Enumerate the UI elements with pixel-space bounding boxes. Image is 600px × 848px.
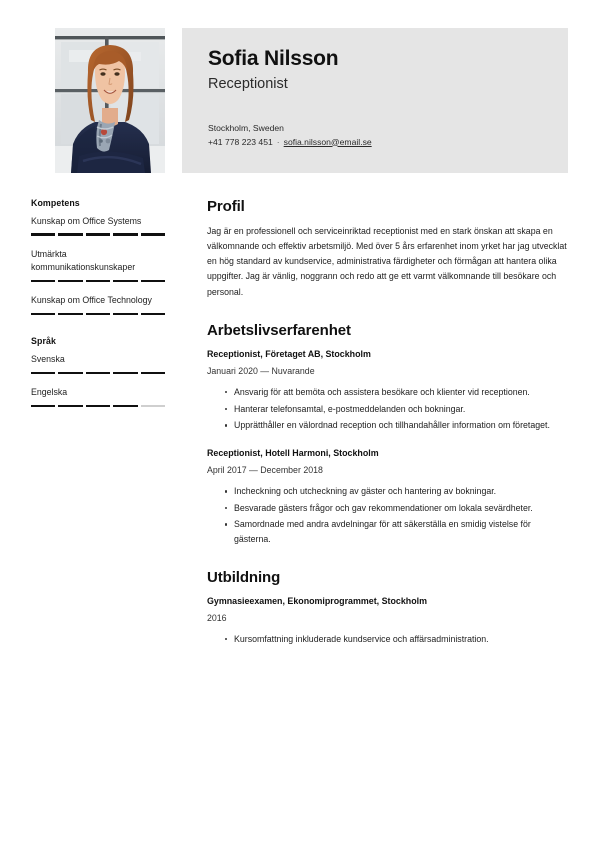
rating-segment (58, 405, 82, 408)
contact-location: Stockholm, Sweden (208, 122, 284, 133)
rating-segment (58, 313, 82, 316)
profile-text: Jag är en professionell och serviceinriktad receptionist med en stark önskan att skapa en välkomnande och effektiv arbetsmiljö. Med över 5 års erfarenhet inom yrket har jag utvecklat en hög standard av kundservice, administrativa färdigheter och förmågan att hantera olika uppgifter. Jag är vänlig, noggrann och redo att ge ett varmt välkomnande till besökare och personal. (207, 226, 567, 297)
header-band (182, 28, 568, 173)
rating-segment (141, 405, 165, 408)
sidebar-heading-languages: Språk (31, 336, 56, 347)
education-section (207, 569, 569, 647)
education-bullet-list (207, 632, 569, 647)
experience-job-title: Receptionist, Företaget AB, Stockholm (207, 348, 371, 359)
skill-item (31, 215, 165, 236)
skill-rating-bar (31, 280, 165, 283)
list-item: Incheckning och utcheckning av gäster och hantering av bokningar. (225, 484, 569, 499)
education-entry (207, 595, 569, 647)
contact-separator: · (276, 136, 280, 147)
rating-segment (31, 233, 55, 236)
language-label: Engelska (31, 387, 68, 398)
rating-segment (113, 313, 137, 316)
contact-email-link[interactable]: sofia.nilsson@email.se (283, 136, 372, 147)
rating-segment (113, 280, 137, 283)
skill-label: Utmärkta kommunikationskunskaper (31, 248, 136, 273)
experience-job-dates: April 2017 — December 2018 (207, 465, 323, 476)
rating-segment (141, 280, 165, 283)
list-item: Besvarade gästers frågor och gav rekommendationer om lokala sevärdheter. (225, 501, 569, 516)
list-item: Ansvarig för att bemöta och assistera besökare och klienter vid receptionen. (225, 385, 569, 400)
rating-segment (86, 405, 110, 408)
rating-segment (58, 280, 82, 283)
portrait-photo (55, 28, 165, 173)
language-item (31, 386, 165, 407)
rating-segment (141, 372, 165, 375)
rating-segment (113, 405, 137, 408)
experience-job-dates: Januari 2020 — Nuvarande (207, 365, 315, 376)
experience-job-title: Receptionist, Hotell Harmoni, Stockholm (207, 447, 379, 458)
rating-segment (58, 233, 82, 236)
skill-rating-bar (31, 313, 165, 316)
rating-segment (86, 313, 110, 316)
skill-item (31, 294, 165, 315)
rating-segment (86, 233, 110, 236)
language-rating-bar (31, 372, 165, 375)
skill-label: Kunskap om Office Systems (31, 216, 142, 226)
sidebar-heading-skills: Kompetens (31, 198, 80, 208)
skill-label: Kunskap om Office Technology (31, 295, 152, 306)
contact-info (208, 122, 552, 150)
list-item: Upprätthåller en välordnad reception och tillhandahåller information om företaget. (225, 418, 569, 433)
job-role-subtitle: Receptionist (208, 76, 288, 93)
list-item: Samordnade med andra avdelningar för att säkerställa en smidig vistelse för gästerna. (225, 517, 569, 546)
rating-segment (86, 372, 110, 375)
rating-segment (31, 405, 55, 408)
experience-entry (207, 348, 569, 433)
rating-segment (31, 280, 55, 283)
main-content (207, 198, 569, 649)
rating-segment (113, 233, 137, 236)
rating-segment (141, 313, 165, 316)
experience-bullet-list (207, 484, 569, 546)
page-title: Sofia Nilsson (208, 47, 339, 70)
experience-entry (207, 447, 569, 547)
contact-line (208, 136, 552, 150)
contact-phone: +41 778 223 451 (208, 136, 273, 147)
section-title-profile: Profil (207, 198, 245, 215)
language-rating-bar (31, 405, 165, 408)
section-title-experience: Arbetslivserfarenhet (207, 321, 351, 339)
sidebar (31, 198, 165, 419)
list-item: Hanterar telefonsamtal, e-postmeddelanden och bokningar. (225, 402, 569, 417)
rating-segment (58, 372, 82, 375)
skill-rating-bar (31, 233, 165, 236)
education-dates: 2016 (207, 612, 227, 623)
profile-section (207, 198, 569, 300)
education-degree-title: Gymnasieexamen, Ekonomiprogrammet, Stockholm (207, 595, 427, 606)
language-item (31, 353, 165, 374)
avatar (55, 28, 165, 173)
skill-item (31, 248, 165, 282)
experience-bullet-list (207, 385, 569, 433)
rating-segment (31, 372, 55, 375)
list-item: Kursomfattning inkluderade kundservice och affärsadministration. (225, 632, 569, 647)
language-label: Svenska (31, 354, 65, 365)
section-title-education: Utbildning (207, 568, 281, 586)
rating-segment (86, 280, 110, 283)
rating-segment (113, 372, 137, 375)
experience-section (207, 322, 569, 547)
rating-segment (31, 313, 55, 316)
rating-segment (141, 233, 165, 236)
